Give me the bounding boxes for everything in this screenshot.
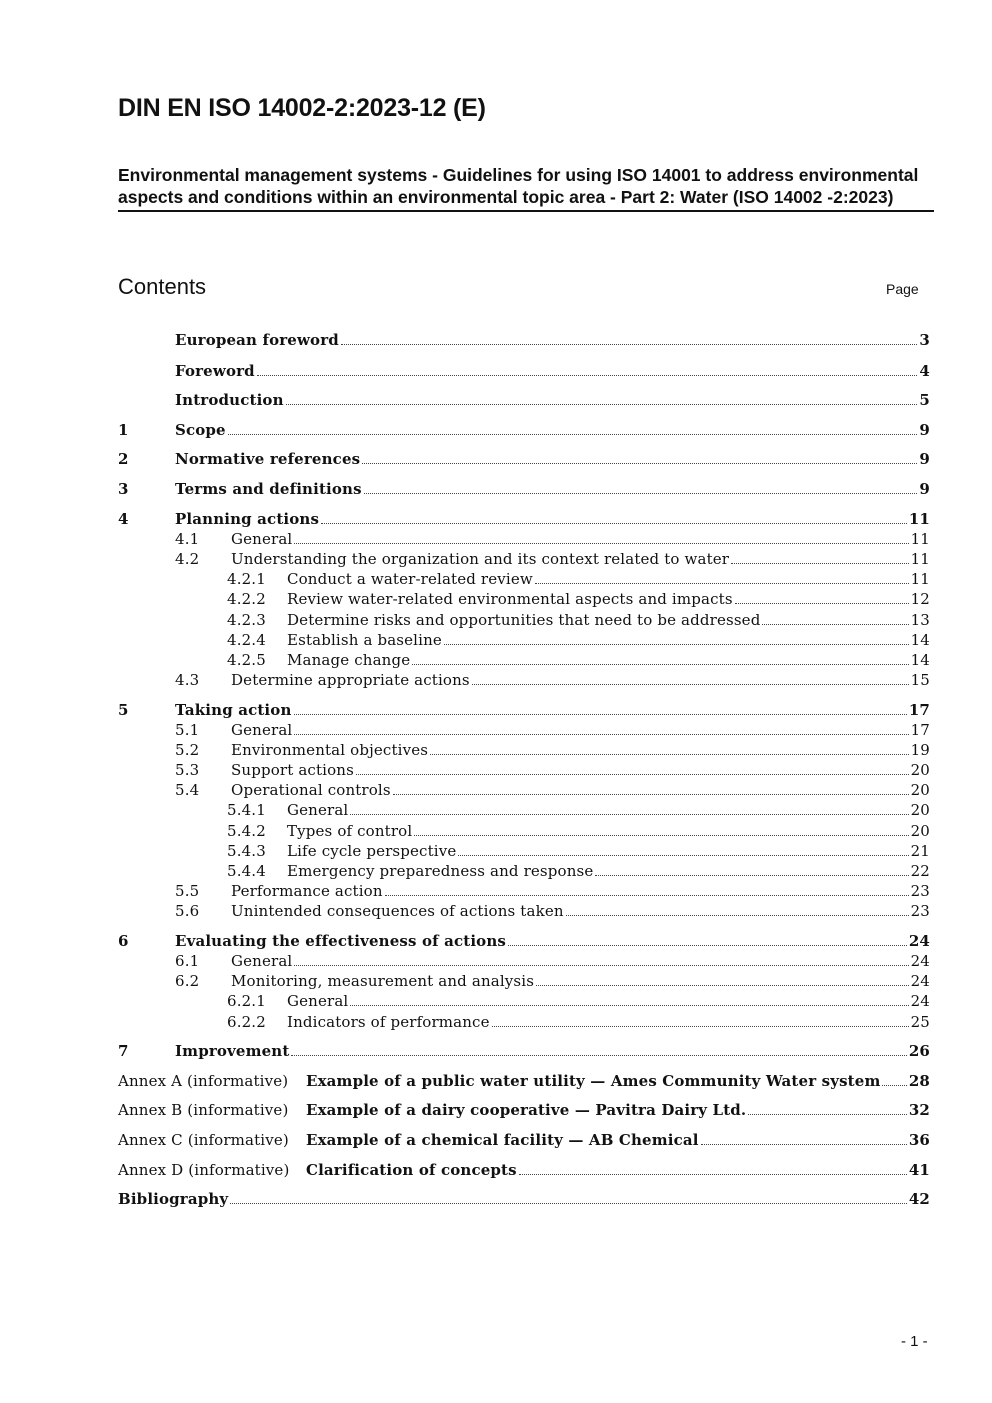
dot-leader	[364, 493, 918, 494]
dot-leader	[228, 434, 918, 435]
toc-entry-page: 9	[919, 480, 930, 498]
toc-entry-5-2[interactable]	[118, 740, 930, 760]
dot-leader	[294, 965, 908, 966]
toc-entry-page: 11	[910, 550, 930, 568]
toc-entry-page: 17	[908, 701, 930, 719]
dot-leader	[294, 714, 907, 715]
toc-entry-5-5[interactable]	[118, 881, 930, 901]
toc-entry-number: 4.2.3	[227, 611, 266, 629]
dot-leader	[731, 563, 909, 564]
toc-entry-title: Performance action	[231, 882, 383, 900]
toc-entry-5-4-4[interactable]	[118, 861, 930, 881]
toc-entry-4-2-4[interactable]	[118, 630, 930, 650]
toc-entry-title: Environmental objectives	[231, 741, 429, 759]
toc-entry-number: 6.2.2	[227, 1013, 266, 1031]
toc-entry-number: 5.2	[175, 741, 200, 759]
toc-entry-annex-c[interactable]	[118, 1130, 930, 1150]
toc-entry-number: Annex C (informative)	[118, 1131, 289, 1149]
dot-leader	[294, 543, 908, 544]
toc-entry-page: 23	[910, 902, 930, 920]
toc-entry-4-3[interactable]	[118, 670, 930, 690]
toc-entry-6[interactable]	[118, 931, 930, 951]
toc-entry-5[interactable]	[118, 700, 930, 720]
toc-entry-6-1[interactable]	[118, 951, 930, 971]
toc-entry-title: Conduct a water-related review	[287, 570, 533, 588]
dot-leader	[762, 624, 908, 625]
toc-entry-number: 4.3	[175, 671, 200, 689]
document-id: DIN EN ISO 14002-2:2023-12 (E)	[118, 94, 486, 122]
toc-entry-title: Normative references	[175, 450, 361, 468]
toc-entry-page: 4	[919, 362, 930, 380]
toc-entry-annex-b[interactable]	[118, 1100, 930, 1120]
toc-entry-title: Evaluating the effectiveness of actions	[175, 932, 506, 950]
toc-entry-page: 24	[908, 932, 930, 950]
dot-leader	[472, 684, 909, 685]
toc-entry-number: 5.4.3	[227, 842, 266, 860]
toc-entry-page: 24	[910, 972, 930, 990]
document-subtitle: Environmental management systems - Guidelines for using ISO 14001 to address environmental aspects and conditions within an environmental topic area - Part 2: Water (ISO 14002 -2:2023)	[118, 164, 934, 212]
toc-entry-title: Planning actions	[175, 510, 320, 528]
dot-leader	[748, 1114, 907, 1115]
dot-leader	[430, 754, 909, 755]
dot-leader	[286, 404, 918, 405]
toc-entry-number: 5.3	[175, 761, 200, 779]
toc-entry-page: 11	[910, 570, 930, 588]
toc-entry-5-6[interactable]	[118, 901, 930, 921]
toc-entry-annex-a[interactable]	[118, 1071, 930, 1091]
toc-entry-title: Foreword	[175, 362, 255, 380]
toc-entry-foreword[interactable]	[118, 361, 930, 381]
toc-entry-number: 5.1	[175, 721, 200, 739]
toc-entry-page: 20	[910, 781, 930, 799]
toc-entry-1[interactable]	[118, 420, 930, 440]
toc-entry-3[interactable]	[118, 479, 930, 499]
toc-entry-number: Annex A (informative)	[118, 1072, 289, 1090]
dot-leader	[294, 734, 908, 735]
toc-entry-title: Taking action	[175, 701, 292, 719]
contents-heading: Contents	[118, 274, 207, 299]
toc-entry-title: General	[231, 721, 293, 739]
toc-entry-page: 36	[908, 1131, 930, 1149]
toc-entry-number: 6.1	[175, 952, 200, 970]
toc-entry-page: 24	[910, 992, 930, 1010]
toc-entry-5-4[interactable]	[118, 780, 930, 800]
toc-entry-title: General	[231, 952, 293, 970]
toc-entry-6-2-2[interactable]	[118, 1012, 930, 1032]
toc-entry-number: 4.2.1	[227, 570, 266, 588]
toc-entry-title: General	[287, 801, 349, 819]
toc-entry-title: Review water-related environmental aspects and impacts	[287, 590, 733, 608]
toc-entry-page: 9	[919, 421, 930, 439]
toc-entry-title: Determine appropriate actions	[231, 671, 470, 689]
toc-entry-number: 2	[118, 450, 129, 468]
toc-entry-title: General	[287, 992, 349, 1010]
toc-entry-page: 19	[910, 741, 930, 759]
toc-entry-number: 5.4.4	[227, 862, 266, 880]
toc-entry-title: Scope	[175, 421, 226, 439]
toc-entry-number: 5	[118, 701, 129, 719]
toc-entry-number: 4	[118, 510, 129, 528]
toc-entry-page: 3	[919, 331, 930, 349]
toc-entry-7[interactable]	[118, 1041, 930, 1061]
toc-entry-page: 24	[910, 952, 930, 970]
toc-entry-title: Determine risks and opportunities that need to be addressed	[287, 611, 761, 629]
toc-entry-title: Unintended consequences of actions taken	[231, 902, 564, 920]
toc-entry-page: 14	[910, 651, 930, 669]
toc-entry-title: Understanding the organization and its context related to water	[231, 550, 730, 568]
toc-entry-number: 4.2	[175, 550, 200, 568]
toc-entry-2[interactable]	[118, 449, 930, 469]
dot-leader	[393, 794, 909, 795]
dot-leader	[519, 1174, 907, 1175]
toc-entry-page: 17	[910, 721, 930, 739]
dot-leader	[444, 644, 909, 645]
page-column-label: Page	[886, 281, 919, 297]
toc-entry-page: 42	[908, 1190, 930, 1208]
dot-leader	[230, 1203, 907, 1204]
toc-entry-title: Clarification of concepts	[306, 1161, 517, 1179]
dot-leader	[735, 603, 909, 604]
toc-entry-number: 4.2.2	[227, 590, 266, 608]
toc-entry-5-1[interactable]	[118, 720, 930, 740]
toc-entry-title: Life cycle perspective	[287, 842, 457, 860]
toc-entry-4-1[interactable]	[118, 529, 930, 549]
toc-entry-number: Annex D (informative)	[118, 1161, 290, 1179]
dot-leader	[595, 875, 908, 876]
dot-leader	[701, 1144, 907, 1145]
toc-entry-page: 20	[910, 801, 930, 819]
dot-leader	[535, 583, 909, 584]
toc-entry-page: 9	[919, 450, 930, 468]
toc-entry-number: 4.2.5	[227, 651, 266, 669]
dot-leader	[350, 814, 908, 815]
toc-entry-page: 12	[910, 590, 930, 608]
dot-leader	[566, 915, 909, 916]
toc-entry-4-2[interactable]	[118, 549, 930, 569]
toc-entry-title: Monitoring, measurement and analysis	[231, 972, 535, 990]
toc-entry-number: 7	[118, 1042, 129, 1060]
toc-entry-5-3[interactable]	[118, 760, 930, 780]
toc-entry-number: 6	[118, 932, 129, 950]
toc-entry-title: Bibliography	[118, 1190, 229, 1208]
toc-entry-title: Terms and definitions	[175, 480, 362, 498]
toc-entry-page: 11	[908, 510, 930, 528]
toc-entry-4[interactable]	[118, 509, 930, 529]
toc-entry-page: 5	[919, 391, 930, 409]
toc-entry-title: Improvement	[175, 1042, 290, 1060]
toc-entry-number: 5.4.2	[227, 822, 266, 840]
dot-leader	[321, 523, 907, 524]
toc-entry-page: 13	[910, 611, 930, 629]
toc-entry-title: Indicators of performance	[287, 1013, 490, 1031]
toc-entry-title: Introduction	[175, 391, 284, 409]
toc-entry-page: 26	[908, 1042, 930, 1060]
toc-entry-number: 4.2.4	[227, 631, 266, 649]
toc-entry-title: Types of control	[287, 822, 413, 840]
toc-entry-title: Establish a baseline	[287, 631, 442, 649]
toc-entry-5-4-1[interactable]	[118, 800, 930, 820]
toc-entry-number: Annex B (informative)	[118, 1101, 289, 1119]
dot-leader	[458, 855, 908, 856]
toc-entry-title: European foreword	[175, 331, 339, 349]
toc-entry-5-4-3[interactable]	[118, 841, 930, 861]
toc-entry-4-2-5[interactable]	[118, 650, 930, 670]
toc-entry-number: 4.1	[175, 530, 200, 548]
toc-entry-page: 11	[910, 530, 930, 548]
toc-entry-5-4-2[interactable]	[118, 821, 930, 841]
dot-leader	[362, 463, 917, 464]
toc-entry-page: 20	[910, 761, 930, 779]
toc-entry-number: 5.5	[175, 882, 200, 900]
toc-entry-6-2[interactable]	[118, 971, 930, 991]
toc-entry-page: 14	[910, 631, 930, 649]
dot-leader	[341, 344, 918, 345]
dot-leader	[536, 985, 909, 986]
toc-entry-introduction[interactable]	[118, 390, 930, 410]
toc-entry-page: 15	[910, 671, 930, 689]
toc-entry-number: 6.2	[175, 972, 200, 990]
dot-leader	[385, 895, 909, 896]
toc-entry-number: 5.6	[175, 902, 200, 920]
dot-leader	[412, 664, 908, 665]
toc-entry-page: 32	[908, 1101, 930, 1119]
toc-entry-page: 23	[910, 882, 930, 900]
toc-entry-title: Example of a dairy cooperative — Pavitra Dairy Ltd.	[306, 1101, 747, 1119]
dot-leader	[882, 1085, 906, 1086]
dot-leader	[414, 835, 908, 836]
toc-entry-page: 41	[908, 1161, 930, 1179]
dot-leader	[291, 1055, 906, 1056]
toc-entry-title: Manage change	[287, 651, 411, 669]
toc-entry-page: 28	[908, 1072, 930, 1090]
toc-entry-number: 5.4	[175, 781, 200, 799]
toc-entry-annex-d[interactable]	[118, 1160, 930, 1180]
toc-entry-page: 20	[910, 822, 930, 840]
toc-entry-4-2-2[interactable]	[118, 589, 930, 609]
dot-leader	[350, 1005, 908, 1006]
toc-entry-6-2-1[interactable]	[118, 991, 930, 1011]
toc-entry-title: Operational controls	[231, 781, 391, 799]
toc-entry-page: 21	[910, 842, 930, 860]
toc-entry-number: 6.2.1	[227, 992, 266, 1010]
toc-entry-number: 3	[118, 480, 129, 498]
toc-entry-number: 1	[118, 421, 129, 439]
toc-entry-4-2-3[interactable]	[118, 610, 930, 630]
toc-entry-title: Emergency preparedness and response	[287, 862, 594, 880]
toc-entry-number: 5.4.1	[227, 801, 266, 819]
toc-entry-title: Support actions	[231, 761, 354, 779]
toc-entry-european-foreword[interactable]	[118, 330, 930, 350]
dot-leader	[356, 774, 909, 775]
dot-leader	[257, 375, 918, 376]
toc-entry-bibliography[interactable]	[118, 1189, 930, 1209]
toc-entry-title: General	[231, 530, 293, 548]
page-number: - 1 -	[901, 1333, 928, 1350]
toc-entry-title: Example of a chemical facility — AB Chemical	[306, 1131, 699, 1149]
toc-entry-page: 22	[910, 862, 930, 880]
toc-entry-title: Example of a public water utility — Ames Community Water system	[306, 1072, 881, 1090]
dot-leader	[508, 945, 907, 946]
toc-entry-page: 25	[910, 1013, 930, 1031]
dot-leader	[492, 1026, 909, 1027]
toc-entry-4-2-1[interactable]	[118, 569, 930, 589]
